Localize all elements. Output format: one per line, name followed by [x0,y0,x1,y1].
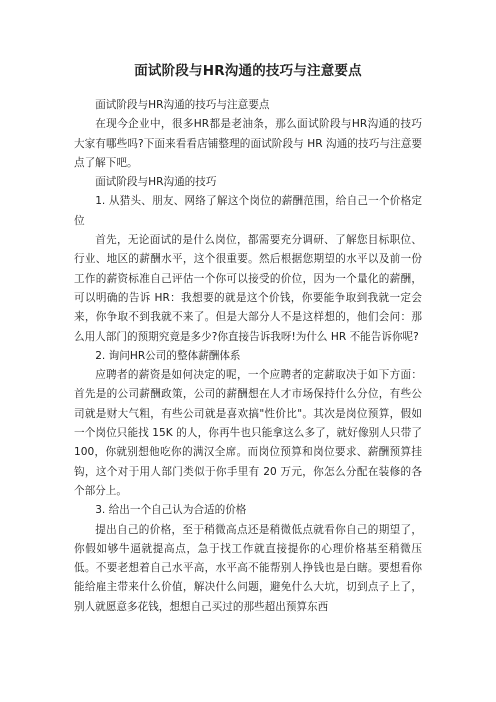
point-2-body: 应聘者的薪资是如何决定的呢，一个应聘者的定薪取决于如下方面：首先是的公司薪酬政策，公司的薪酬想在人才市场保持什么分位，有些公司就是财大气粗，有些公司就是喜欢搞"性价比"。其次是岗位预算，假如一个岗位只能找 15K 的人，你再牛也只能拿这么多了，就好像别人只带了 100，你就别想他吃你的满汉全席。而岗位预算和岗位要求、薪酬预算挂钩，这个对于用人部门类似于你手里有 20 万元，你怎么分配在装修的各个部分上。 [74,369,422,497]
paragraph-intro: 在现今企业中，很多HR都是老油条，那么面试阶段与HR沟通的技巧大家有哪些吗?下面来看看店铺整理的面试阶段与 HR 沟通的技巧与注意要点了解下吧。 [74,118,422,169]
document-body [74,96,422,617]
document-title: 面试阶段与HR沟通的技巧与注意要点 [134,63,362,79]
point-1-body: 首先，无论面试的是什么岗位，都需要充分调研、了解您目标职位、行业、地区的薪酬水平，这个很重要。然后根据您期望的水平以及前一份工作的薪资标准自己评估一个你可以接受的价位，因为一个量化的薪酬，可以明确的告诉 HR：我想要的就是这个价钱，你要能争取到我就一定会来，你争取不到我就不来了。但是大部分人不是这样想的，他们会问：那么用人部门的预期究竟是多少?你直接告诉我呀!为什么 HR 不能告诉你呢? [74,234,422,343]
point-2-heading: 2. 询问HR公司的整体薪酬体系 [95,349,241,362]
paragraph-subtitle: 面试阶段与HR沟通的技巧与注意要点 [95,99,270,111]
point-3-body: 提出自己的价格，至于稍微高点还是稍微低点就看你自己的期望了，你假如够牛逼就提高点，急于找工作就直接提你的心理价格基至稍微压低。不要老想着自己水平高，水平高不能帮别人挣钱也是白瞎。要想看你能给雇主带来什么价值，解决什么问题，避免什么大坑，切到点子上了，别人就愿意多花钱，想想自己买过的那些超出预算东西 [74,523,422,613]
point-1-heading: 1. 从猎头、朋友、网络了解这个岗位的薪酬范围，给自己一个价格定位 [74,195,422,227]
point-3-heading: 3. 给出一个自己认为合适的价格 [95,504,247,517]
section-heading: 面试阶段与HR沟通的技巧 [95,176,217,189]
